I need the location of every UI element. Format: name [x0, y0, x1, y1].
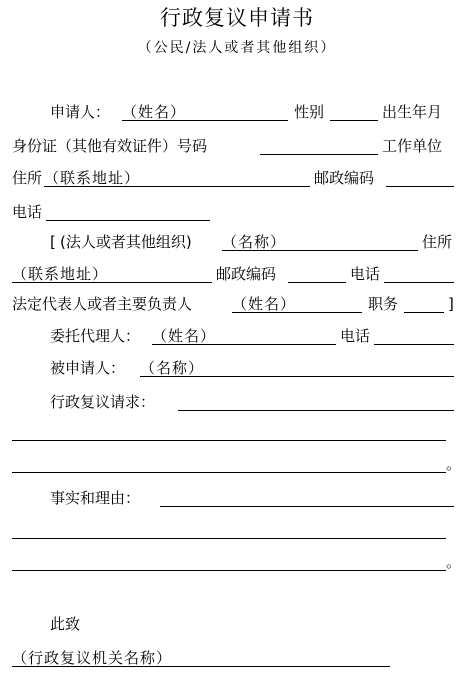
request-row: [12, 390, 457, 414]
phone-row: [12, 200, 457, 224]
agent-label: 委托代理人：: [50, 327, 141, 345]
agent-phone-line[interactable]: [374, 344, 454, 345]
agent-row: [12, 324, 457, 348]
gender-label: 性别: [294, 103, 325, 121]
facts-line-3[interactable]: [12, 570, 446, 571]
gender-line[interactable]: [330, 120, 378, 121]
org-position-label: 职务: [368, 295, 399, 313]
request-line-3[interactable]: [12, 472, 446, 473]
request-end-mark: 。: [446, 455, 462, 473]
authority-hint: （行政复议机关名称）: [12, 649, 173, 667]
request-label: 行政复议请求：: [50, 393, 156, 411]
org-rep-row: [12, 292, 457, 316]
respondent-row: [12, 356, 457, 380]
applicant-name-line[interactable]: [122, 120, 288, 121]
request-line-1[interactable]: [178, 410, 454, 411]
org-rep-label: 法定代表人或者主要负责人: [12, 295, 193, 313]
work-unit-label: 工作单位: [382, 137, 443, 155]
org-address-label: 住所: [422, 233, 453, 251]
applicant-name-hint: （姓名）: [122, 103, 187, 121]
address-hint: （联系地址）: [44, 169, 141, 187]
org-postcode-line[interactable]: [288, 282, 346, 283]
form-subtitle: （公民/法人或者其他组织）: [137, 40, 337, 56]
applicant-label: 申请人：: [50, 103, 111, 121]
authority-line[interactable]: [12, 666, 390, 667]
facts-row-2: [12, 518, 457, 542]
facts-label: 事实和理由：: [50, 489, 141, 507]
request-line-2[interactable]: [12, 440, 446, 441]
phone-label: 电话: [12, 203, 43, 221]
org-position-line[interactable]: [404, 312, 444, 313]
postcode-line[interactable]: [386, 186, 454, 187]
org-rep-line[interactable]: [232, 312, 362, 313]
agent-phone-label: 电话: [340, 327, 371, 345]
address-row: [12, 166, 457, 190]
applicant-row: [12, 100, 457, 124]
facts-line-1[interactable]: [160, 506, 454, 507]
authority-row: [12, 646, 457, 670]
request-row-3: [12, 452, 462, 476]
facts-end-mark: 。: [446, 553, 462, 571]
phone-line[interactable]: [46, 220, 210, 221]
org-address-row: [12, 262, 457, 286]
org-rep-hint: （姓名）: [232, 295, 297, 313]
postcode-label: 邮政编码: [314, 169, 375, 187]
closing-text: 此致: [50, 615, 81, 633]
org-bracket-open: [: [50, 233, 56, 251]
org-phone-line[interactable]: [384, 282, 454, 283]
agent-name-line[interactable]: [152, 344, 336, 345]
org-name-hint: （名称）: [222, 233, 287, 251]
org-address-hint: （联系地址）: [12, 265, 109, 283]
closing-row: [12, 612, 457, 636]
agent-name-hint: （姓名）: [152, 327, 217, 345]
org-phone-label: 电话: [350, 265, 381, 283]
form-title: 行政复议申请书: [160, 6, 314, 30]
request-row-2: [12, 420, 457, 444]
respondent-label: 被申请人：: [50, 359, 126, 377]
org-address-line[interactable]: [12, 282, 212, 283]
facts-line-2[interactable]: [12, 538, 446, 539]
id-card-row: [12, 134, 457, 158]
id-card-label: 身份证（其他有效证件）号码: [12, 137, 208, 155]
org-postcode-label: 邮政编码: [216, 265, 277, 283]
address-label: 住所: [12, 169, 43, 187]
org-row: [12, 230, 457, 254]
respondent-name-hint: （名称）: [140, 359, 205, 377]
facts-row: [12, 486, 457, 510]
org-name-line[interactable]: [222, 250, 418, 251]
facts-row-3: [12, 550, 462, 574]
org-bracket-close: ]: [448, 295, 454, 313]
id-card-line[interactable]: [260, 154, 378, 155]
org-hint: (法人或者其他组织): [60, 233, 192, 251]
respondent-name-line[interactable]: [140, 376, 454, 377]
address-line[interactable]: [44, 186, 310, 187]
birth-label: 出生年月: [382, 103, 443, 121]
